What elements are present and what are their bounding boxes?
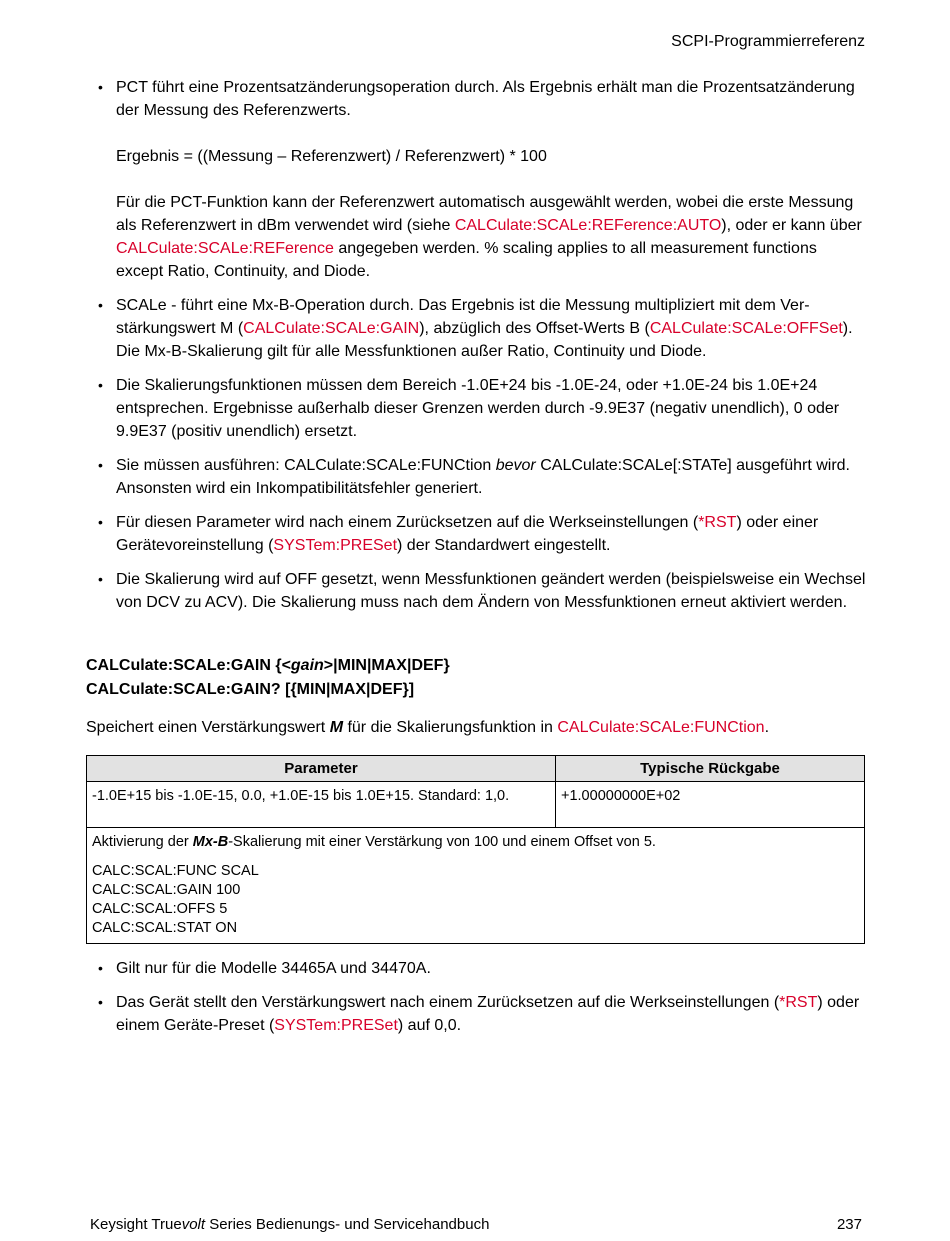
text-run: CALCulate:SCALe[:STATe] ausgeführt wird. Ansonsten wird ein Inkompatibilitätsfehler generiert.	[116, 457, 850, 497]
paragraph	[116, 991, 868, 1037]
example-code-line: CALC:SCAL:STAT ON	[92, 920, 238, 936]
bullet-range	[98, 374, 868, 443]
example-code-line: CALC:SCAL:FUNC SCAL	[92, 863, 259, 879]
text-run: ) der Standardwert eingestellt.	[397, 537, 611, 554]
command-text: CALCulate:SCALe:GAIN {<	[86, 657, 291, 674]
text-run: Das Gerät stellt den Verstärkungswert nach einem Zurücksetzen auf die Werkseinstellungen (	[116, 994, 780, 1011]
desc-text: Speichert einen Verstärkungswert	[86, 719, 330, 736]
example-intro	[92, 833, 859, 852]
cell-typical-return: +1.00000000E+02	[556, 782, 865, 828]
text-run: ) oder einem Geräte-Preset (	[116, 994, 860, 1034]
scpi-link[interactable]: SYSTem:PRESet	[273, 537, 398, 554]
text-run: ). Die Mx-B-Skalierung gilt für alle Messfunktionen außer Ratio, Continuity und Diode.	[116, 320, 853, 360]
text-run: PCT führt eine Prozentsatzänderungsoperation durch. Als Ergebnis erhält man die Prozentsatzänderung der Messung des Referenzwerts.	[116, 79, 855, 119]
paragraph	[116, 454, 868, 500]
command-param: gain	[290, 657, 324, 674]
bullet-order	[98, 454, 868, 500]
running-header: SCPI-Programmierreferenz	[671, 33, 865, 50]
desc-text: für die Skalierungsfunktion in	[343, 719, 558, 736]
text-run: Für diesen Parameter wird nach einem Zurücksetzen auf die Werkseinstellungen (	[116, 514, 699, 531]
paragraph	[116, 76, 868, 122]
desc-emph: M	[329, 719, 344, 736]
parameter-table	[86, 755, 865, 944]
scpi-link[interactable]: CALCulate:SCALe:REFerence:AUTO	[454, 217, 722, 234]
command-description	[86, 719, 769, 737]
text-run: ) oder einer Gerätevoreinstellung (	[116, 514, 819, 554]
desc-link[interactable]: CALCulate:SCALe:FUNCtion	[557, 719, 765, 736]
paragraph	[116, 294, 868, 363]
paragraph	[116, 374, 868, 443]
text-run: ), abzüglich des Offset-Werts B (	[419, 320, 650, 337]
bullet-reset	[98, 991, 868, 1037]
paragraph	[116, 957, 868, 980]
bullet-list-top	[98, 76, 868, 625]
example-code-line: CALC:SCAL:OFFS 5	[92, 901, 228, 917]
footer-title	[90, 1216, 489, 1233]
scpi-link[interactable]: SYSTem:PRESet	[274, 1017, 398, 1034]
text-run: ) auf 0,0.	[397, 1017, 462, 1034]
example-text: Aktivierung der	[92, 834, 193, 850]
text-run: angegeben werden. % scaling applies to all measurement functions except Ratio, Continuity, and Diode.	[116, 240, 817, 280]
command-line-query: CALCulate:SCALe:GAIN? [{MIN|MAX|DEF}]	[86, 681, 415, 698]
bullet-models	[98, 957, 868, 980]
header-typical-return: Typische Rückgabe	[556, 756, 865, 782]
page-number: 237	[836, 1216, 862, 1233]
bullet-list-bottom	[98, 957, 868, 1048]
paragraph	[116, 191, 868, 283]
example-emph: Mx-B	[192, 834, 229, 850]
footer-emph: volt	[181, 1216, 206, 1233]
text-run: Ergebnis = ((Messung – Referenzwert) / Referenzwert) * 100	[116, 148, 547, 165]
text-run: Sie müssen ausführen: CALCulate:SCALe:FUNCtion	[116, 457, 496, 474]
text-run: Gilt nur für die Modelle 34465A und 34470A.	[116, 960, 431, 977]
cell-parameter: -1.0E+15 bis -1.0E-15, 0.0, +1.0E-15 bis 1.0E+15. Standard: 1,0.	[87, 782, 556, 828]
example-text: -Skalierung mit einer Verstärkung von 100 und einem Offset von 5.	[228, 834, 656, 850]
bullet-pct	[98, 76, 868, 283]
paragraph	[116, 511, 868, 557]
text-run: Die Skalierung wird auf OFF gesetzt, wenn Messfunktionen geändert werden (beispielsweise ein Wechsel von DCV zu ACV). Die Skalierung muss nach dem Ändern von Messfunktionen erneut aktiviert werden.	[116, 571, 866, 611]
scpi-link[interactable]: *RST	[779, 994, 818, 1011]
footer-text: Series Bedienungs- und Servicehandbuch	[205, 1216, 490, 1233]
scpi-link[interactable]: CALCulate:SCALe:GAIN	[243, 320, 420, 337]
command-line-set	[86, 654, 450, 678]
text-run: Für die PCT-Funktion kann der Referenzwert automatisch ausgewählt werden, wobei die erste Messung als Referenzwert in dBm verwendet wird (siehe	[116, 194, 854, 234]
cell-example	[87, 828, 865, 944]
bullet-default	[98, 511, 868, 557]
text-run: ), oder er kann über	[721, 217, 862, 234]
paragraph	[116, 568, 868, 614]
emphasis-text: bevor	[495, 457, 536, 474]
scpi-link[interactable]: *RST	[698, 514, 737, 531]
bullet-off	[98, 568, 868, 614]
scpi-link[interactable]: CALCulate:SCALe:OFFSet	[649, 320, 843, 337]
command-syntax	[86, 654, 450, 702]
formula	[116, 145, 868, 168]
desc-text: .	[764, 719, 770, 736]
bullet-scale	[98, 294, 868, 363]
text-run: Die Skalierungsfunktionen müssen dem Bereich -1.0E+24 bis -1.0E-24, oder +1.0E-24 bis 1.0E+24 entsprechen. Ergebnisse außerhalb dieser Grenzen werden durch -9.9E37 (negativ unendlich), 0 oder 9.9E37 (positiv unendlich) ersetzt.	[116, 377, 840, 440]
text-run: SCALe - führt eine Mx-B-Operation durch. Das Ergebnis ist die Messung multipliziert mit dem Verstärkungswert M (	[116, 297, 810, 337]
footer-text: Keysight True	[90, 1216, 182, 1233]
scpi-link[interactable]: CALCulate:SCALe:REFerence	[116, 240, 334, 257]
example-code-line: CALC:SCAL:GAIN 100	[92, 882, 241, 898]
command-text: >|MIN|MAX|DEF}	[323, 657, 450, 674]
header-parameter: Parameter	[87, 756, 556, 782]
